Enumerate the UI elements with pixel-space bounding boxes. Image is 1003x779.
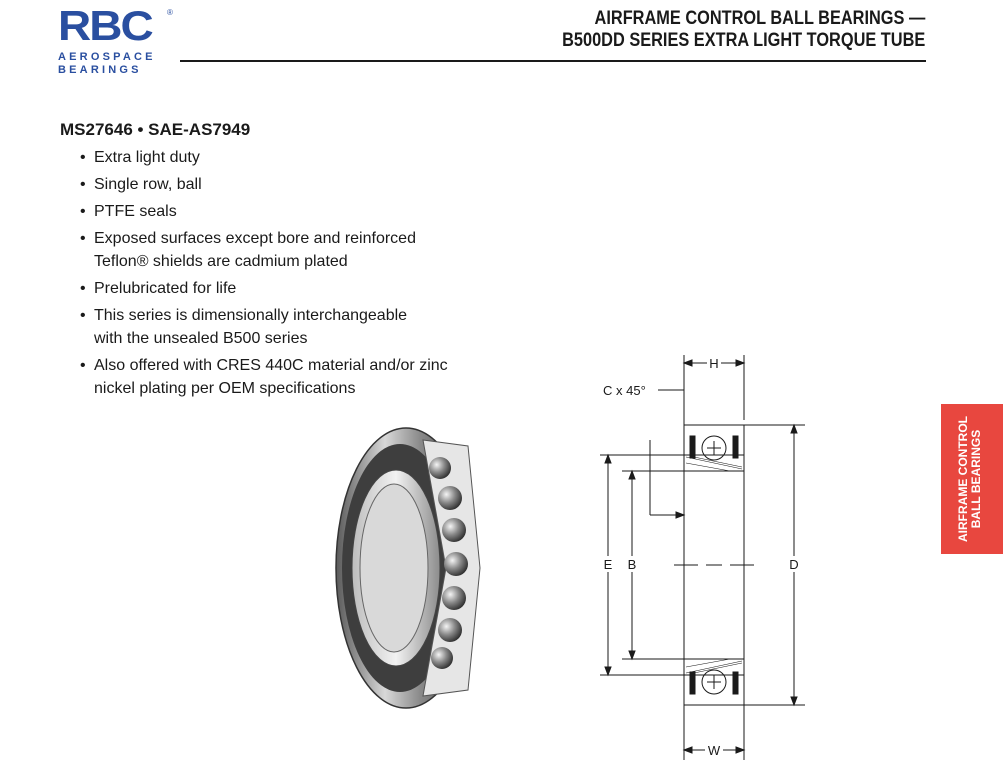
bullet-icon: • <box>80 203 86 220</box>
side-tab-line-2: BALL BEARINGS <box>969 429 983 529</box>
dimension-label-h: H <box>709 356 719 371</box>
ball <box>442 518 466 542</box>
ball <box>438 486 462 510</box>
dimension-label-e: E <box>603 557 613 572</box>
side-tab-line-1: AIRFRAME CONTROL <box>956 416 970 542</box>
feature-item <box>80 227 448 273</box>
side-tab-label <box>957 414 983 544</box>
cross-section-diagram <box>590 350 820 770</box>
spec-numbers: MS27646 • SAE-AS7949 <box>60 120 251 139</box>
feature-text: Extra light duty <box>94 149 200 166</box>
dimension-label-d: D <box>789 557 799 572</box>
section-side-tab[interactable] <box>941 404 1003 554</box>
feature-text: PTFE seals <box>94 203 177 220</box>
feature-item <box>80 304 448 350</box>
logo-aerospace: AEROSPACE <box>58 51 156 63</box>
feature-text: Exposed surfaces except bore and reinforced Teflon® shields are cadmium plated <box>94 230 416 270</box>
feature-list <box>80 146 448 404</box>
bearing-photo <box>328 418 498 718</box>
ball <box>438 618 462 642</box>
bore <box>360 484 428 652</box>
feature-item <box>80 173 448 196</box>
title-line-2: B500DD SERIES EXTRA LIGHT TORQUE TUBE <box>561 30 925 51</box>
bullet-icon: • <box>80 230 86 247</box>
feature-text: Single row, ball <box>94 176 202 193</box>
logo-word: RBC <box>58 2 152 50</box>
logo-registered-mark: ® <box>167 8 173 17</box>
page-title <box>562 8 925 52</box>
feature-item <box>80 354 448 400</box>
rbc-logo <box>58 2 188 76</box>
logo-bearings: BEARINGS <box>58 64 142 76</box>
dimension-label-b: B <box>627 557 637 572</box>
feature-text: Also offered with CRES 440C material and/or zinc nickel plating per OEM specifications <box>94 357 448 397</box>
header-rule <box>180 60 926 62</box>
title-line-1: AIRFRAME CONTROL BALL BEARINGS — <box>594 8 925 29</box>
dimension-label-c: C x 45° <box>603 383 646 398</box>
feature-item <box>80 200 448 223</box>
ball <box>431 647 453 669</box>
feature-item <box>80 146 448 169</box>
feature-text: This series is dimensionally interchangeable with the unsealed B500 series <box>94 307 408 347</box>
feature-text: Prelubricated for life <box>94 280 237 297</box>
bullet-icon: • <box>80 149 86 166</box>
bullet-icon: • <box>80 176 86 193</box>
feature-item <box>80 277 448 300</box>
ball <box>444 552 468 576</box>
bullet-icon: • <box>80 357 86 374</box>
ball <box>442 586 466 610</box>
bullet-icon: • <box>80 280 86 297</box>
dimension-label-w: W <box>707 743 721 758</box>
bullet-icon: • <box>80 307 86 324</box>
ball <box>429 457 451 479</box>
